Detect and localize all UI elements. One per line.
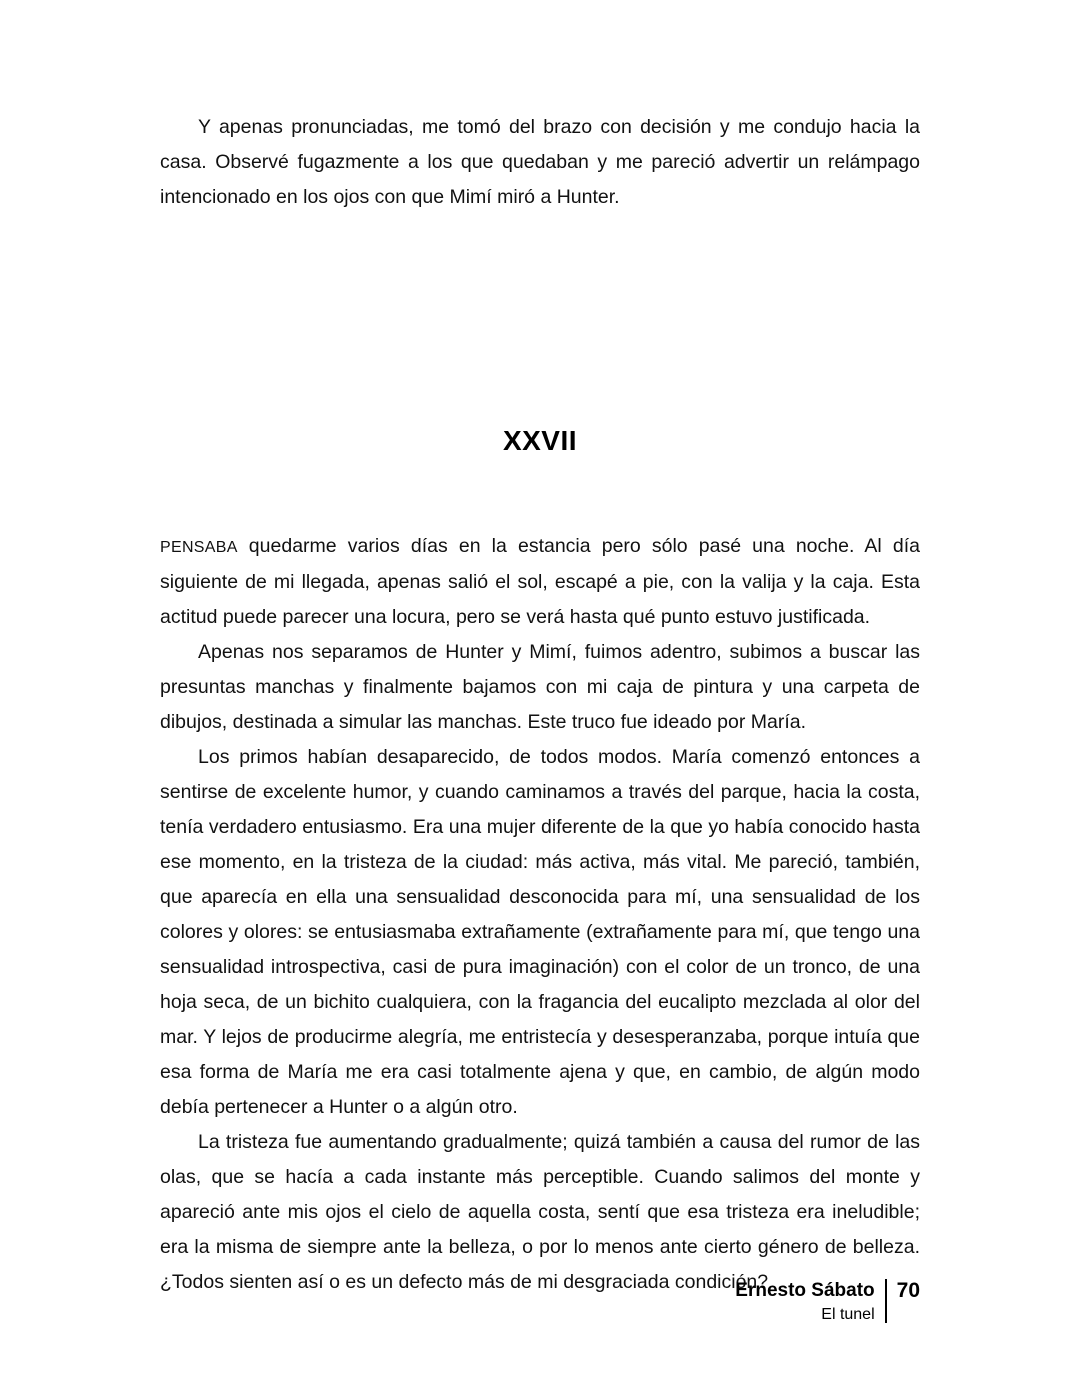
footer-book-info — [735, 1279, 884, 1325]
section-spacer — [160, 215, 920, 425]
page-footer — [735, 1279, 920, 1325]
paragraph-4: Los primos habían desaparecido, de todos modos. María comenzó entonces a sentirse de excelente humor, y cuando caminamos a través del parque, hacia la costa, tenía verdadero entusiasmo. Era una mujer diferente de la que yo había conocido hasta ese momento, en la tristeza de la ciudad: más activa, más vital. Me pareció, también, que aparecía en ella una sensualidad desconocida para mí, una sensualidad de los colores y olores: se entusiasmaba extrañamente (extrañamente para mí, que tengo una sensualidad introspectiva, casi de pura imaginación) con el color de un tronco, de una hoja seca, de un bichito cualquiera, con la fragancia del eucalipto mezclada al olor del mar. Y lejos de producirme alegría, me entristecía y desesperanzaba, porque intuía que esa forma de María me era casi totalmente ajena y que, en cambio, de algún modo debía pertenecer a Hunter o a algún otro. — [160, 746, 920, 1118]
chapter-number-heading: XXVII — [502, 425, 578, 456]
footer-book-title: El tunel — [821, 1306, 875, 1323]
paragraph-3: Apenas nos separamos de Hunter y Mimí, fuimos adentro, subimos a buscar las presuntas manchas y finalmente bajamos con mi caja de pintura y una carpeta de dibujos, destinada a simular las manchas. Este truco fue ideado por María. — [160, 641, 920, 733]
paragraph-chapter-opening — [160, 529, 920, 635]
paragraph-5: La tristeza fue aumentando gradualmente; quizá también a causa del rumor de las olas, que se hacía a cada instante más perceptible. Cuando salimos del monte y apareció ante mis ojos el cielo de aquella costa, sentí que esa tristeza era ineludible; era la misma de siempre ante la belleza, o por lo menos ante cierto género de belleza. ¿Todos sienten así o es un defecto más de mi desgraciada condición? — [160, 1131, 920, 1293]
paragraph-chapter-opening-rest: quedarme varios días en la estancia pero sólo pasé una noche. Al día siguiente de mi llegada, apenas salió el sol, escapé a pie, con la valija y la caja. Esta actitud puede parecer una locura, pero se verá hasta qué punto estuvo justificada. — [160, 535, 920, 628]
chapter-heading-spacer — [160, 457, 920, 529]
page-content — [160, 110, 920, 1303]
paragraph-continued: Y apenas pronunciadas, me tomó del brazo con decisión y me condujo hacia la casa. Observé fugazmente a los que quedaban y me pareció advertir un relámpago intencionado en los ojos con que Mimí miró a Hunter. — [160, 116, 920, 208]
footer-divider — [885, 1279, 887, 1323]
footer-page-number: 70 — [896, 1279, 920, 1303]
small-caps-lead-word: PENSABA — [160, 539, 238, 556]
footer-author: Ernesto Sábato — [735, 1280, 875, 1302]
